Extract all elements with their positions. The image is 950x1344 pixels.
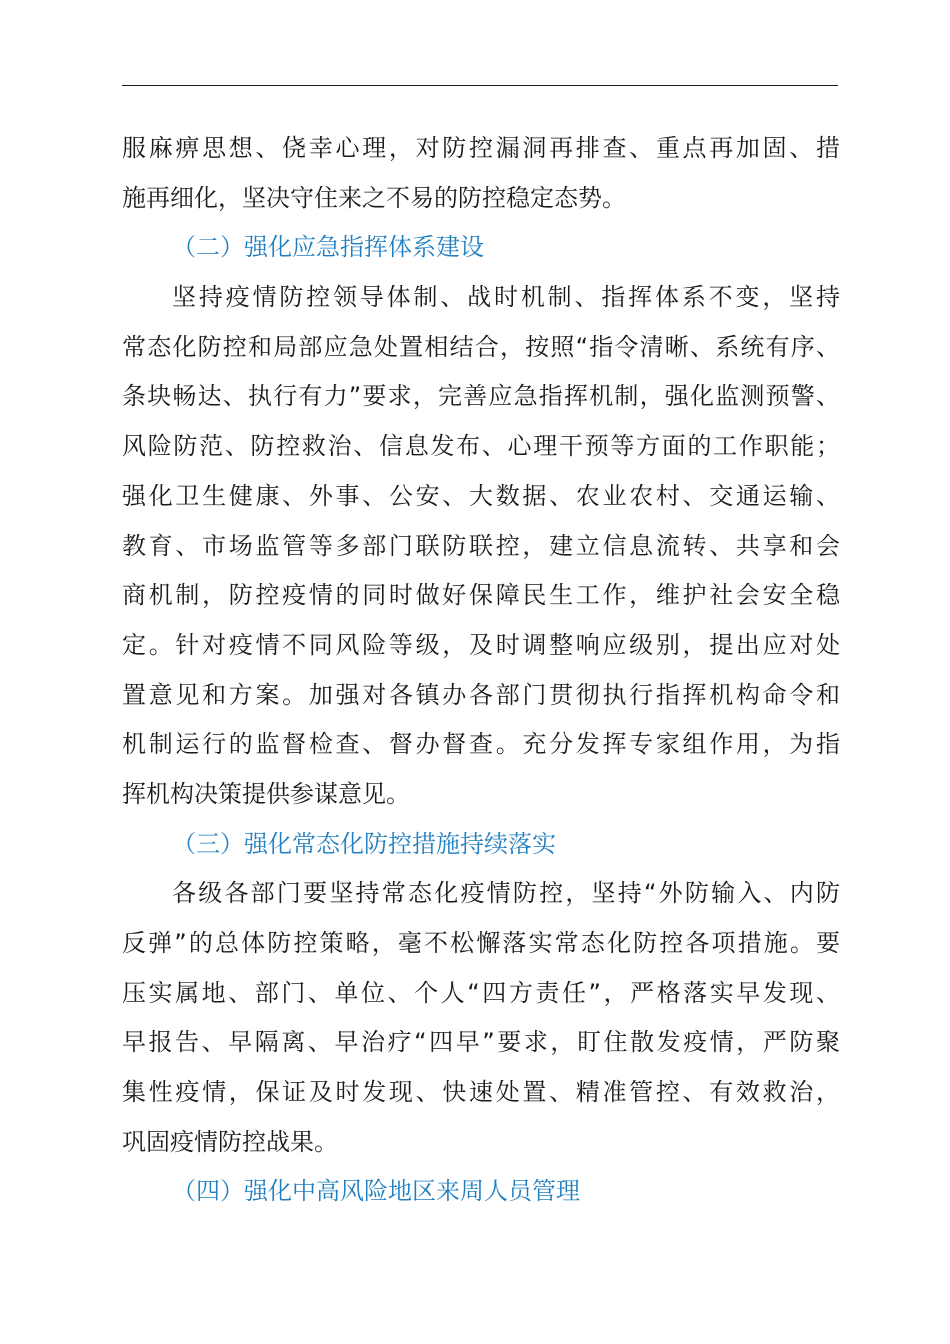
text-line: 机制运行的监督检查、督办督查。充分发挥专家组作用，为指 (122, 730, 840, 759)
text-line: 风险防范、防控救治、信息发布、心理干预等方面的工作职能； (122, 432, 840, 461)
text-line: 条块畅达、执行有力”要求，完善应急指挥机制，强化监测预警、 (122, 382, 840, 411)
paragraph-continued (122, 124, 840, 223)
text-line: 坚持疫情防控领导体制、战时机制、指挥体系不变，坚持 (172, 283, 840, 312)
text-line: 各级各部门要坚持常态化疫情防控，坚持“外防输入、内防 (172, 879, 840, 908)
text-line: 反弹”的总体防控策略，毫不松懈落实常态化防控各项措施。要 (122, 929, 840, 957)
text-line: 教育、市场监管等多部门联防联控，建立信息流转、共享和会 (122, 531, 840, 560)
text-line: 置意见和方案。加强对各镇办各部门贯彻执行指挥机构命令和 (122, 680, 840, 709)
text-line: 定。针对疫情不同风险等级，及时调整响应级别，提出应对处 (122, 630, 840, 659)
section-heading-2: （二）强化应急指挥体系建设 (172, 233, 484, 262)
text-line: 压实属地、部门、单位、个人“四方责任”，严格落实早发现、 (122, 978, 840, 1007)
paragraph-normalized-prevention (122, 869, 840, 1167)
text-line: 集性疫情，保证及时发现、快速处置、精准管控、有效救治， (122, 1078, 840, 1107)
text-line: 巩固疫情防控战果。 (122, 1127, 338, 1156)
text-line: 强化卫生健康、外事、公安、大数据、农业农村、交通运输、 (122, 481, 840, 510)
section-heading-3: （三）强化常态化防控措施持续落实 (172, 829, 556, 858)
text-line: 挥机构决策提供参谋意见。 (122, 779, 410, 808)
text-line: 早报告、早隔离、早治疗“四早”要求，盯住散发疫情，严防聚 (122, 1028, 840, 1057)
text-line: 常态化防控和局部应急处置相结合，按照“指令清晰、系统有序、 (122, 332, 840, 361)
document-body (122, 124, 840, 1217)
section-heading-4: （四）强化中高风险地区来周人员管理 (172, 1177, 580, 1206)
text-line: 商机制，防控疫情的同时做好保障民生工作，维护社会安全稳 (122, 581, 840, 610)
header-rule (122, 85, 838, 86)
text-line: 服麻痹思想、侥幸心理，对防控漏洞再排查、重点再加固、措 (122, 134, 840, 162)
text-line: 施再细化，坚决守住来之不易的防控稳定态势。 (122, 183, 626, 212)
paragraph-emergency-command (122, 273, 840, 820)
